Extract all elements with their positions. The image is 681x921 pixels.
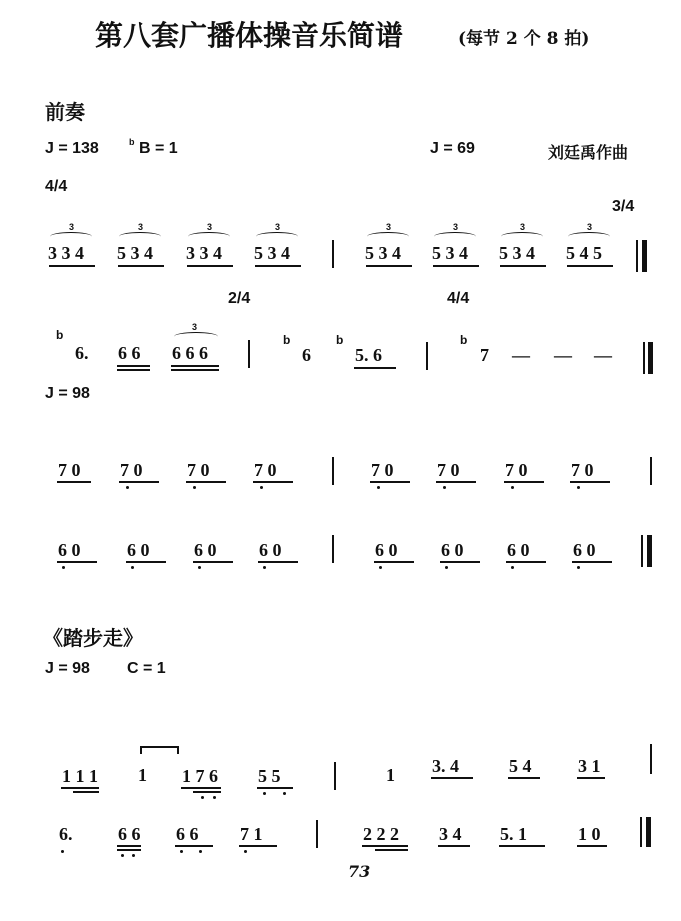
beam	[49, 265, 95, 267]
beam	[362, 845, 408, 847]
beam	[436, 481, 476, 483]
beam	[73, 791, 99, 793]
note-group: 7 0	[571, 460, 594, 480]
dash: —	[554, 345, 572, 365]
low-octave-dot	[577, 566, 580, 569]
page-title: 第八套广播体操音乐简谱	[95, 19, 404, 52]
intro-key: B = 1	[139, 140, 178, 157]
note-group: 5 4 5	[566, 243, 602, 263]
triplet-number: 3	[453, 222, 459, 232]
flat-sign: b	[56, 328, 64, 342]
triplet-slur	[50, 232, 92, 241]
beam	[181, 787, 221, 789]
note-group: 5 3 4	[432, 243, 468, 263]
page-subtitle: (每节 2 个 8 拍)	[458, 29, 590, 49]
triplet-number: 3	[138, 222, 144, 232]
barline	[316, 820, 318, 848]
note-group: 5. 1	[500, 824, 527, 844]
beam	[57, 561, 97, 563]
low-octave-dot	[511, 566, 514, 569]
low-octave-dot	[263, 792, 266, 795]
barline	[332, 535, 334, 563]
beam	[57, 481, 91, 483]
beam	[572, 561, 612, 563]
beam	[193, 561, 233, 563]
triplet-number: 3	[587, 222, 593, 232]
barline	[332, 240, 334, 268]
flat-sign: b	[336, 333, 344, 347]
triplet-slur	[434, 232, 476, 241]
final-barline-thin	[640, 817, 642, 847]
triplet-number: 3	[69, 222, 75, 232]
beam	[508, 777, 540, 779]
low-octave-dot	[445, 566, 448, 569]
beam	[354, 367, 396, 369]
note-group: 3 1	[578, 756, 601, 776]
beam	[577, 845, 607, 847]
barline	[334, 762, 336, 790]
note-group: 5 3 4	[254, 243, 290, 263]
beam	[577, 777, 605, 779]
triplet-slur	[256, 232, 298, 241]
final-barline-thin	[636, 240, 638, 272]
note-group: 6 6	[118, 343, 141, 363]
note-group: 7 0	[254, 460, 277, 480]
beam	[175, 845, 213, 847]
tempo-98: J = 98	[45, 385, 90, 402]
note-group: 5 4	[509, 756, 532, 776]
final-barline-thick	[642, 240, 647, 272]
triplet-slur	[568, 232, 610, 241]
meter-4-4-second: 4/4	[447, 290, 470, 307]
beam	[118, 265, 164, 267]
beam	[374, 561, 414, 563]
barline	[426, 342, 428, 370]
note-group: 1 0	[578, 824, 601, 844]
triplet-slur	[188, 232, 230, 241]
beam	[126, 561, 166, 563]
note-group: 6 6 6	[172, 343, 208, 363]
low-octave-dot	[244, 850, 247, 853]
note-group: 5. 6	[355, 345, 382, 365]
triplet-number: 3	[520, 222, 526, 232]
note-group: 1 1 1	[62, 766, 98, 786]
beam	[193, 791, 221, 793]
intro-heading: 前奏	[45, 100, 85, 124]
low-octave-dot	[61, 850, 64, 853]
tie-left	[140, 746, 142, 754]
note-group: 7 0	[371, 460, 394, 480]
beam	[433, 265, 479, 267]
beam	[506, 561, 546, 563]
intro-tempo: J = 138	[45, 140, 99, 157]
note-group: 7 0	[187, 460, 210, 480]
barline	[650, 744, 652, 774]
beam	[366, 265, 412, 267]
note-group: 6 0	[259, 540, 282, 560]
beam	[375, 849, 408, 851]
tie-right	[177, 746, 179, 754]
triplet-number: 3	[207, 222, 213, 232]
meter-4-4: 4/4	[45, 178, 68, 195]
intro-tempo-right: J = 69	[430, 140, 475, 157]
final-barline-thick	[646, 817, 651, 847]
note-group: 6 0	[375, 540, 398, 560]
note: 6	[302, 345, 311, 365]
composer: 刘廷禹作曲	[548, 143, 629, 162]
low-octave-dot	[260, 486, 263, 489]
beam	[117, 845, 141, 847]
note: 6.	[75, 343, 89, 363]
note-group: 3 4	[439, 824, 462, 844]
low-octave-dot	[379, 566, 382, 569]
low-octave-dot	[132, 854, 135, 857]
note-group: 6 0	[573, 540, 596, 560]
barline	[332, 457, 334, 485]
triplet-slur	[119, 232, 161, 241]
note-group: 6 0	[507, 540, 530, 560]
beam	[117, 365, 150, 367]
low-octave-dot	[126, 486, 129, 489]
triplet-slur	[367, 232, 409, 241]
note: 1	[386, 765, 395, 785]
note-group: 6 0	[58, 540, 81, 560]
low-octave-dot	[377, 486, 380, 489]
note-group: 3. 4	[432, 756, 459, 776]
note-group: 5 3 4	[117, 243, 153, 263]
note-group: 6 6	[176, 824, 199, 844]
beam	[171, 365, 219, 367]
beam	[186, 481, 226, 483]
note-group: 7 0	[120, 460, 143, 480]
beam	[257, 787, 293, 789]
low-octave-dot	[201, 796, 204, 799]
triplet-number: 3	[386, 222, 392, 232]
note: 7	[480, 345, 489, 365]
march-tempo: J = 98	[45, 660, 90, 677]
beam	[187, 265, 233, 267]
note-group: 3 3 4	[48, 243, 84, 263]
page-number: 73	[348, 862, 371, 881]
beam	[431, 777, 473, 779]
dash: —	[512, 345, 530, 365]
beam	[61, 787, 99, 789]
beam	[370, 481, 410, 483]
triplet-slur	[501, 232, 543, 241]
low-octave-dot	[180, 850, 183, 853]
beam	[253, 481, 293, 483]
flat-sign: b	[283, 333, 291, 347]
triplet-number: 3	[275, 222, 281, 232]
note-group: 6 6	[118, 824, 141, 844]
march-heading: 《踏步走》	[43, 626, 143, 650]
note-group: 7 0	[58, 460, 81, 480]
low-octave-dot	[283, 792, 286, 795]
beam	[567, 265, 613, 267]
low-octave-dot	[131, 566, 134, 569]
beam	[504, 481, 544, 483]
final-barline-thick	[647, 535, 652, 567]
low-octave-dot	[121, 854, 124, 857]
barline	[248, 340, 250, 368]
low-octave-dot	[213, 796, 216, 799]
final-barline-thick	[648, 342, 653, 374]
note-group: 7 0	[437, 460, 460, 480]
low-octave-dot	[443, 486, 446, 489]
tie	[140, 746, 178, 748]
beam	[117, 369, 150, 371]
low-octave-dot	[511, 486, 514, 489]
beam	[499, 845, 545, 847]
beam	[239, 845, 277, 847]
meter-2-4: 2/4	[228, 290, 251, 307]
beam	[438, 845, 470, 847]
barline	[650, 457, 652, 485]
note-group: 5 3 4	[365, 243, 401, 263]
beam	[570, 481, 610, 483]
meter-3-4: 3/4	[612, 198, 635, 215]
note-group: 6 0	[441, 540, 464, 560]
march-key: C = 1	[127, 660, 166, 677]
note-group: 6 0	[127, 540, 150, 560]
dash: —	[594, 345, 612, 365]
beam	[258, 561, 298, 563]
flat-sign: b	[460, 333, 468, 347]
beam	[500, 265, 546, 267]
note-group: 5 3 4	[499, 243, 535, 263]
note-group: 6 0	[194, 540, 217, 560]
note: 1	[138, 765, 147, 785]
low-octave-dot	[263, 566, 266, 569]
note: 6.	[59, 824, 73, 844]
low-octave-dot	[199, 850, 202, 853]
beam	[119, 481, 159, 483]
low-octave-dot	[198, 566, 201, 569]
triplet-slur	[174, 332, 218, 341]
note-group: 7 1	[240, 824, 263, 844]
note-group: 2 2 2	[363, 824, 399, 844]
beam	[255, 265, 301, 267]
key-flat-sign: b	[129, 137, 135, 147]
note-group: 3 3 4	[186, 243, 222, 263]
low-octave-dot	[193, 486, 196, 489]
note-group: 1 7 6	[182, 766, 218, 786]
low-octave-dot	[62, 566, 65, 569]
final-barline-thin	[641, 535, 643, 567]
beam	[117, 849, 141, 851]
note-group: 5 5	[258, 766, 281, 786]
beam	[171, 369, 219, 371]
note-group: 7 0	[505, 460, 528, 480]
beam	[440, 561, 480, 563]
final-barline-thin	[643, 342, 645, 374]
low-octave-dot	[577, 486, 580, 489]
triplet-number: 3	[192, 322, 198, 332]
